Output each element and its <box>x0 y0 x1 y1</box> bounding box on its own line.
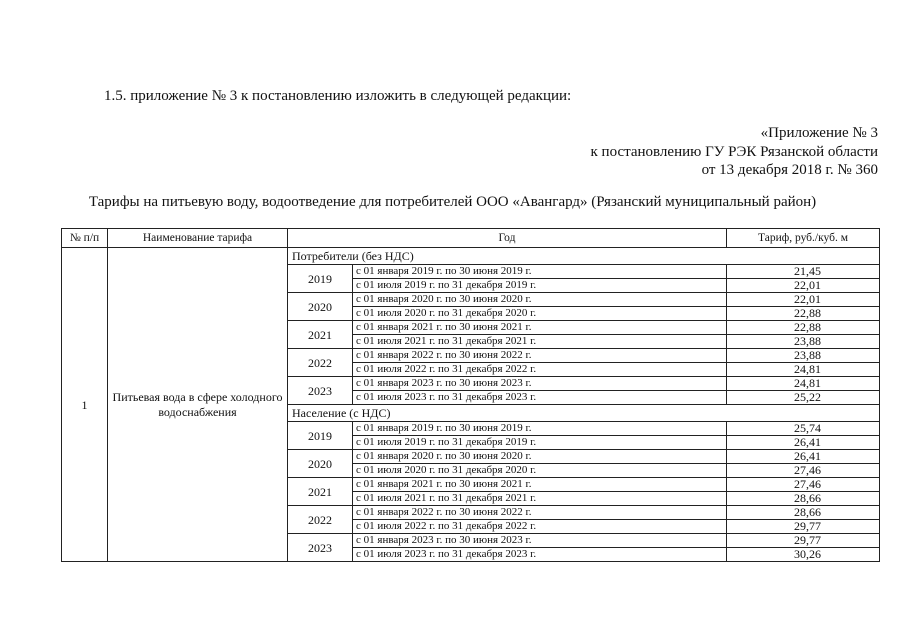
period-cell: с 01 июля 2019 г. по 31 декабря 2019 г. <box>353 279 727 293</box>
period-cell: с 01 января 2022 г. по 30 июня 2022 г. <box>353 349 727 363</box>
tariff-value: 30,26 <box>727 548 880 562</box>
tariff-value: 28,66 <box>727 506 880 520</box>
header-name: Наименование тарифа <box>108 229 288 248</box>
tariff-value: 22,88 <box>727 307 880 321</box>
intro-text: 1.5. приложение № 3 к постановлению изложить в следующей редакции: <box>104 88 572 104</box>
period-cell: с 01 июля 2023 г. по 31 декабря 2023 г. <box>353 548 727 562</box>
header-num: № п/п <box>62 229 108 248</box>
appendix-line-3: от 13 декабря 2018 г. № 360 <box>701 162 878 178</box>
appendix-line-1: «Приложение № 3 <box>760 125 878 141</box>
year-cell: 2023 <box>288 534 353 562</box>
tariff-value: 22,01 <box>727 293 880 307</box>
tariff-value: 24,81 <box>727 377 880 391</box>
year-cell: 2020 <box>288 293 353 321</box>
period-cell: с 01 июля 2020 г. по 31 декабря 2020 г. <box>353 464 727 478</box>
group-row <box>62 248 880 265</box>
tariff-value: 26,41 <box>727 436 880 450</box>
year-cell: 2022 <box>288 506 353 534</box>
period-cell: с 01 июля 2021 г. по 31 декабря 2021 г. <box>353 492 727 506</box>
period-cell: с 01 июля 2021 г. по 31 декабря 2021 г. <box>353 335 727 349</box>
group-label: Население (с НДС) <box>288 405 880 422</box>
header-year: Год <box>288 229 727 248</box>
period-cell: с 01 января 2023 г. по 30 июня 2023 г. <box>353 534 727 548</box>
appendix-line-2: к постановлению ГУ РЭК Рязанской области <box>590 144 878 160</box>
period-cell: с 01 января 2019 г. по 30 июня 2019 г. <box>353 422 727 436</box>
tariff-value: 28,66 <box>727 492 880 506</box>
tariff-value: 27,46 <box>727 464 880 478</box>
tariff-value: 29,77 <box>727 520 880 534</box>
tariff-value: 27,46 <box>727 478 880 492</box>
group-label: Потребители (без НДС) <box>288 248 880 265</box>
year-cell: 2021 <box>288 478 353 506</box>
tariff-value: 23,88 <box>727 335 880 349</box>
period-cell: с 01 июля 2020 г. по 31 декабря 2020 г. <box>353 307 727 321</box>
tariff-value: 22,88 <box>727 321 880 335</box>
period-cell: с 01 января 2020 г. по 30 июня 2020 г. <box>353 450 727 464</box>
table-header-row <box>62 229 880 248</box>
period-cell: с 01 июля 2023 г. по 31 декабря 2023 г. <box>353 391 727 405</box>
period-cell: с 01 января 2023 г. по 30 июня 2023 г. <box>353 377 727 391</box>
row-number: 1 <box>62 248 108 562</box>
tariff-value: 26,41 <box>727 450 880 464</box>
year-cell: 2023 <box>288 377 353 405</box>
period-cell: с 01 января 2020 г. по 30 июня 2020 г. <box>353 293 727 307</box>
tariff-name: Питьевая вода в сфере холодного водоснабжения <box>108 248 288 562</box>
period-cell: с 01 июля 2022 г. по 31 декабря 2022 г. <box>353 520 727 534</box>
period-cell: с 01 июля 2022 г. по 31 декабря 2022 г. <box>353 363 727 377</box>
year-cell: 2020 <box>288 450 353 478</box>
tariff-table <box>61 228 880 562</box>
period-cell: с 01 июля 2019 г. по 31 декабря 2019 г. <box>353 436 727 450</box>
tariff-value: 29,77 <box>727 534 880 548</box>
header-tariff: Тариф, руб./куб. м <box>727 229 880 248</box>
tariff-value: 24,81 <box>727 363 880 377</box>
period-cell: с 01 января 2021 г. по 30 июня 2021 г. <box>353 321 727 335</box>
table-body <box>62 248 880 562</box>
year-cell: 2021 <box>288 321 353 349</box>
period-cell: с 01 января 2021 г. по 30 июня 2021 г. <box>353 478 727 492</box>
tariff-value: 23,88 <box>727 349 880 363</box>
period-cell: с 01 января 2019 г. по 30 июня 2019 г. <box>353 265 727 279</box>
document-title: Тарифы на питьевую воду, водоотведение для потребителей ООО «Авангард» (Рязанский муниципальный район) <box>88 194 817 210</box>
year-cell: 2022 <box>288 349 353 377</box>
tariff-value: 25,22 <box>727 391 880 405</box>
year-cell: 2019 <box>288 265 353 293</box>
tariff-value: 21,45 <box>727 265 880 279</box>
year-cell: 2019 <box>288 422 353 450</box>
tariff-value: 25,74 <box>727 422 880 436</box>
period-cell: с 01 января 2022 г. по 30 июня 2022 г. <box>353 506 727 520</box>
tariff-value: 22,01 <box>727 279 880 293</box>
